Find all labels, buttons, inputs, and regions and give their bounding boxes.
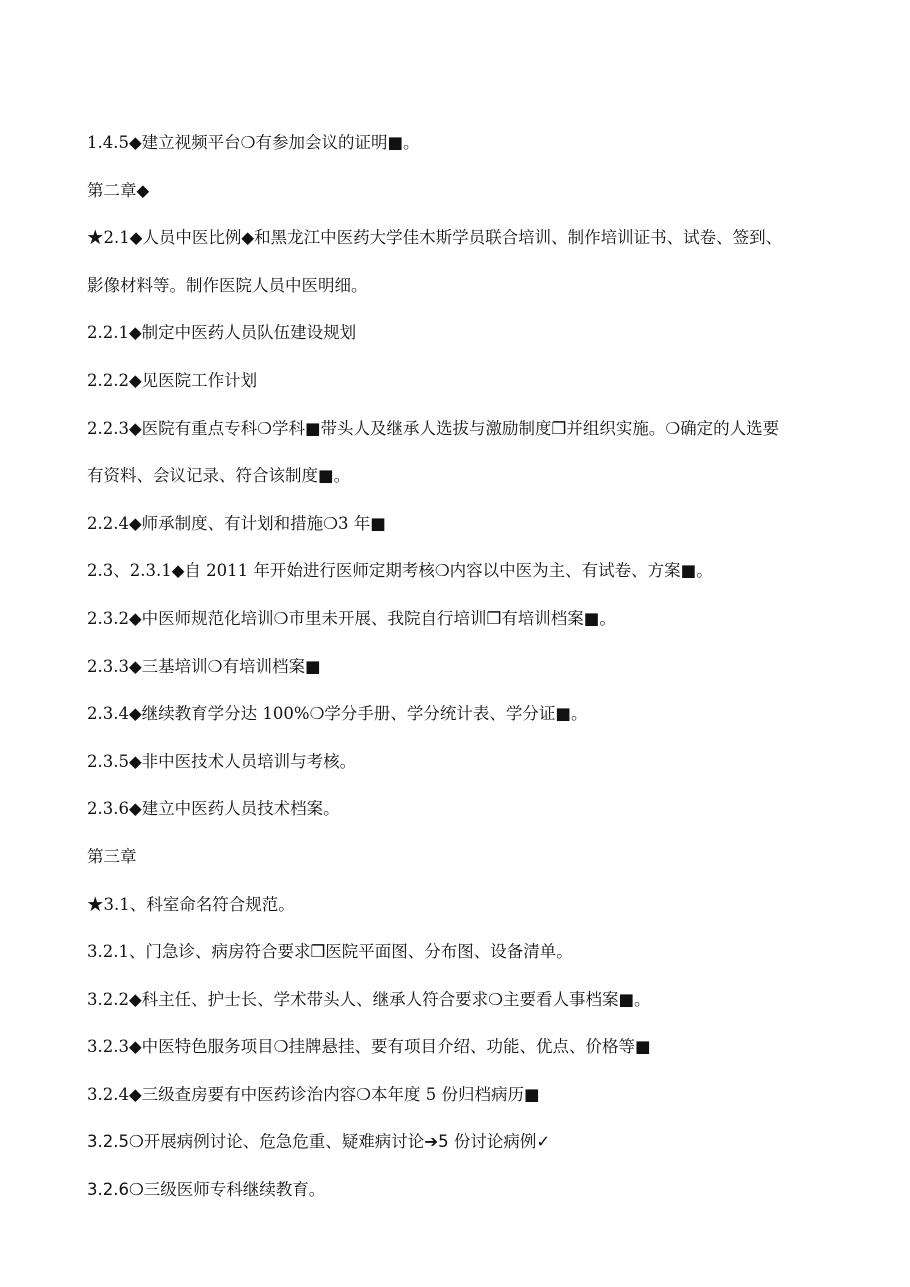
text-line-1-4-5: 1.4.5◆建立视频平台❍有参加会议的证明■。 bbox=[87, 133, 420, 152]
text-line-2-3-6: 2.3.6◆建立中医药人员技术档案。 bbox=[87, 799, 340, 819]
text-line-2-2-3-cont: 有资料、会议记录、符合该制度■。 bbox=[87, 466, 351, 486]
text-line-2-3-5: 2.3.5◆非中医技术人员培训与考核。 bbox=[87, 751, 357, 771]
document-body bbox=[87, 123, 832, 1218]
text-line-3-2-4: 3.2.4◆三级查房要有中医药诊治内容❍本年度 5 份归档病历■ bbox=[87, 1084, 540, 1104]
text-line-2-2-1: 2.2.1◆制定中医药人员队伍建设规划 bbox=[87, 323, 357, 343]
text-line-3-2-6: 3.2.6❍三级医师专科继续教育。 bbox=[87, 1180, 326, 1200]
text-line-2-2-2: 2.2.2◆见医院工作计划 bbox=[87, 370, 258, 390]
text-line-3-2-1: 3.2.1、门急诊、病房符合要求❒医院平面图、分布图、设备清单。 bbox=[87, 942, 573, 962]
text-line-3-2-2: 3.2.2◆科主任、护士长、学术带头人、继承人符合要求❍主要看人事档案■。 bbox=[87, 989, 651, 1009]
text-line-3-1: ★3.1、科室命名符合规范。 bbox=[87, 894, 295, 914]
text-line-2-3-1: 2.3、2.3.1◆自 2011 年开始进行医师定期考核❍内容以中医为主、有试卷、方案■。 bbox=[87, 561, 713, 581]
text-line-2-1: ★2.1◆人员中医比例◆和黑龙江中医药大学佳木斯学员联合培训、制作培训证书、试卷、签到、 bbox=[87, 228, 783, 248]
text-line-2-3-4: 2.3.4◆继续教育学分达 100%❍学分手册、学分统计表、学分证■。 bbox=[87, 704, 588, 724]
text-line-2-2-3: 2.2.3◆医院有重点专科❍学科■带头人及继承人选拔与激励制度❒并组织实施。❍确定的人选要 bbox=[87, 418, 780, 438]
chapter-3-heading: 第三章 bbox=[87, 846, 137, 866]
text-line-2-1-cont: 影像材料等。制作医院人员中医明细。 bbox=[87, 275, 368, 295]
chapter-2-heading: 第二章◆ bbox=[87, 180, 150, 200]
text-line-2-2-4: 2.2.4◆师承制度、有计划和措施❍3 年■ bbox=[87, 513, 386, 533]
text-line-2-3-2: 2.3.2◆中医师规范化培训❍市里未开展、我院自行培训❒有培训档案■。 bbox=[87, 608, 616, 628]
text-line-3-2-5: 3.2.5❍开展病例讨论、危急危重、疑难病讨论➔5 份讨论病例✓ bbox=[87, 1132, 551, 1152]
text-line-3-2-3: 3.2.3◆中医特色服务项目❍挂牌悬挂、要有项目介绍、功能、优点、价格等■ bbox=[87, 1037, 651, 1057]
text-line-2-3-3: 2.3.3◆三基培训❍有培训档案■ bbox=[87, 656, 321, 676]
